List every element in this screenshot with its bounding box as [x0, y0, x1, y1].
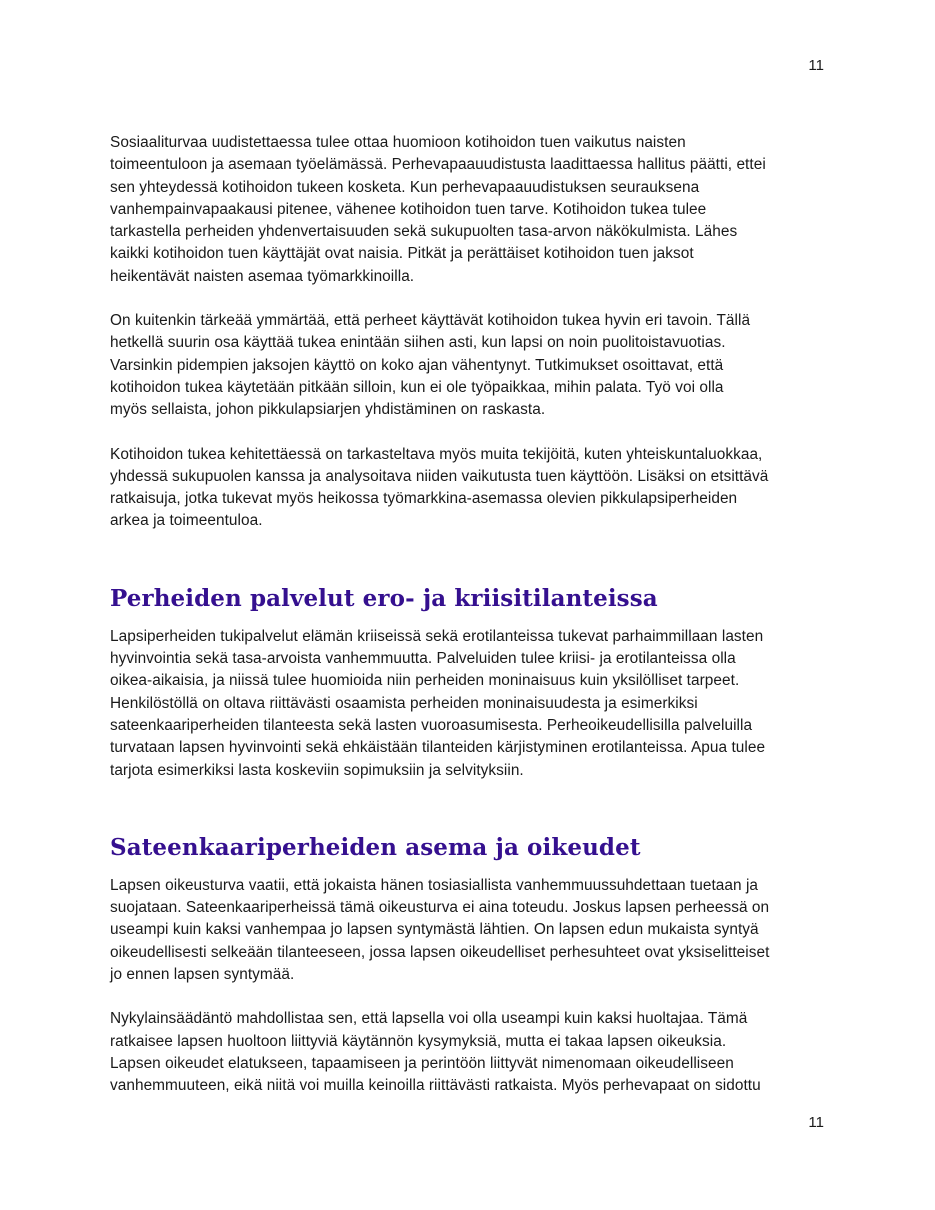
paragraph — [110, 875, 830, 986]
text-line: Nykylainsäädäntö mahdollistaa sen, että lapsella voi olla useampi kuin kaksi huoltajaa. Tämä — [110, 1010, 748, 1028]
text-line: sen yhteydessä kotihoidon tukeen kosketa. Kun perhevapaauudistuksen seurauksena — [110, 178, 700, 196]
text-line: tarkastella perheiden yhdenvertaisuuden sekä sukupuolten tasa-arvon näkökulmista. Lähes — [110, 223, 738, 241]
text-line: toimeentuloon ja asemaan työelämässä. Perhevapaauudistusta laadittaessa hallitus päätti, ettei — [110, 156, 766, 174]
paragraph — [110, 310, 830, 421]
text-line: sateenkaariperheiden tilanteesta sekä lasten vuoroasumisesta. Perheoikeudellisilla palveluilla — [110, 716, 753, 734]
text-line: hyvinvointia sekä tasa-arvoista vanhemmuutta. Palveluiden tulee kriisi- ja erotilanteissa olla — [110, 650, 736, 668]
text-line: tarjota esimerkiksi lasta koskeviin sopimuksiin ja selvityksiin. — [110, 761, 524, 779]
text-line: vanhemmuuteen, eikä niitä voi muilla keinoilla riittävästi ratkaista. Myös perhevapaat on sidottu — [110, 1077, 761, 1095]
text-line: oikeudellisesti selkeään tilanteeseen, jossa lapsen oikeudelliset perhesuhteet ovat yksiselitteiset — [110, 943, 770, 961]
text-line: arkea ja toimeentuloa. — [110, 512, 263, 530]
document-body — [110, 132, 830, 1098]
text-line: useampi kuin kaksi vanhempaa jo lapsen syntymästä lähtien. On lapsen edun mukaista syntyä — [110, 921, 759, 939]
text-line: Varsinkin pidempien jaksojen käyttö on koko ajan vähentynyt. Tutkimukset osoittavat, että — [110, 356, 724, 374]
text-line: Henkilöstöllä on oltava riittävästi osaamista perheiden moninaisuudesta ja esimerkiksi — [110, 694, 698, 712]
text-line: myös sellaista, johon pikkulapsiarjen yhdistäminen on raskasta. — [110, 401, 546, 419]
paragraph — [110, 132, 830, 288]
text-line: Kotihoidon tukea kehitettäessä on tarkasteltava myös muita tekijöitä, kuten yhteiskuntaluokkaa, — [110, 445, 763, 463]
text-line: Sosiaaliturvaa uudistettaessa tulee ottaa huomioon kotihoidon tuen vaikutus naisten — [110, 134, 686, 151]
page-number-top: 11 — [808, 57, 824, 74]
text-line: ratkaisuja, jotka tukevat myös heikossa työmarkkina-asemassa olevien pikkulapsiperheiden — [110, 490, 738, 508]
text-line: kaikki kotihoidon tuen käyttäjät ovat naisia. Pitkät ja perättäiset kotihoidon tuen jaksot — [110, 245, 694, 263]
paragraph — [110, 1008, 830, 1097]
section-heading-family-services: Perheiden palvelut ero- ja kriisitilanteissa — [110, 584, 658, 612]
text-line: hetkellä suurin osa käyttää tukea enintään siihen asti, kun lapsi on noin puolitoistavuotias. — [110, 334, 726, 352]
text-line: On kuitenkin tärkeää ymmärtää, että perheet käyttävät kotihoidon tukea hyvin eri tavoin. Tällä — [110, 312, 751, 330]
text-line: yhdessä sukupuolen kanssa ja analysoitava niiden vaikutusta tuen käyttöön. Lisäksi on etsittävä — [110, 467, 769, 485]
text-line: suojataan. Sateenkaariperheissä tämä oikeusturva ei aina toteudu. Joskus lapsen perheessä on — [110, 899, 770, 917]
text-line: heikentävät naisten asemaa työmarkkinoilla. — [110, 267, 415, 285]
section-heading-rainbow-families: Sateenkaariperheiden asema ja oikeudet — [110, 833, 641, 861]
text-line: oikea-aikaisia, ja niissä tulee huomioida niin perheiden moninaisuus kuin yksilölliset tarpeet. — [110, 672, 740, 690]
paragraph — [110, 444, 830, 533]
text-line: Lapsen oikeudet elatukseen, tapaamiseen ja perintöön liittyvät nimenomaan oikeudelliseen — [110, 1054, 734, 1072]
page-number-bottom: 11 — [808, 1114, 824, 1131]
text-line: Lapsiperheiden tukipalvelut elämän kriiseissä sekä erotilanteissa tukevat parhaimmillaan lasten — [110, 627, 764, 645]
text-line: vanhempainvapaakausi pitenee, vähenee kotihoidon tuen tarve. Kotihoidon tukea tulee — [110, 200, 707, 218]
text-line: jo ennen lapsen syntymää. — [110, 966, 295, 984]
text-line: ratkaisee lapsen huoltoon liittyviä käytännön kysymyksiä, mutta ei takaa lapsen oikeuksia. — [110, 1032, 727, 1050]
paragraph — [110, 626, 830, 782]
text-line: kotihoidon tukea käytetään pitkään silloin, kun ei ole työpaikkaa, mihin palata. Työ voi olla — [110, 378, 724, 396]
text-line: turvataan lapsen hyvinvointi sekä ehkäistään tilanteiden kärjistyminen erotilanteissa. Apua tulee — [110, 739, 766, 757]
text-line: Lapsen oikeusturva vaatii, että jokaista hänen tosiasiallista vanhemmuussuhdettaan tuetaan ja — [110, 876, 759, 894]
